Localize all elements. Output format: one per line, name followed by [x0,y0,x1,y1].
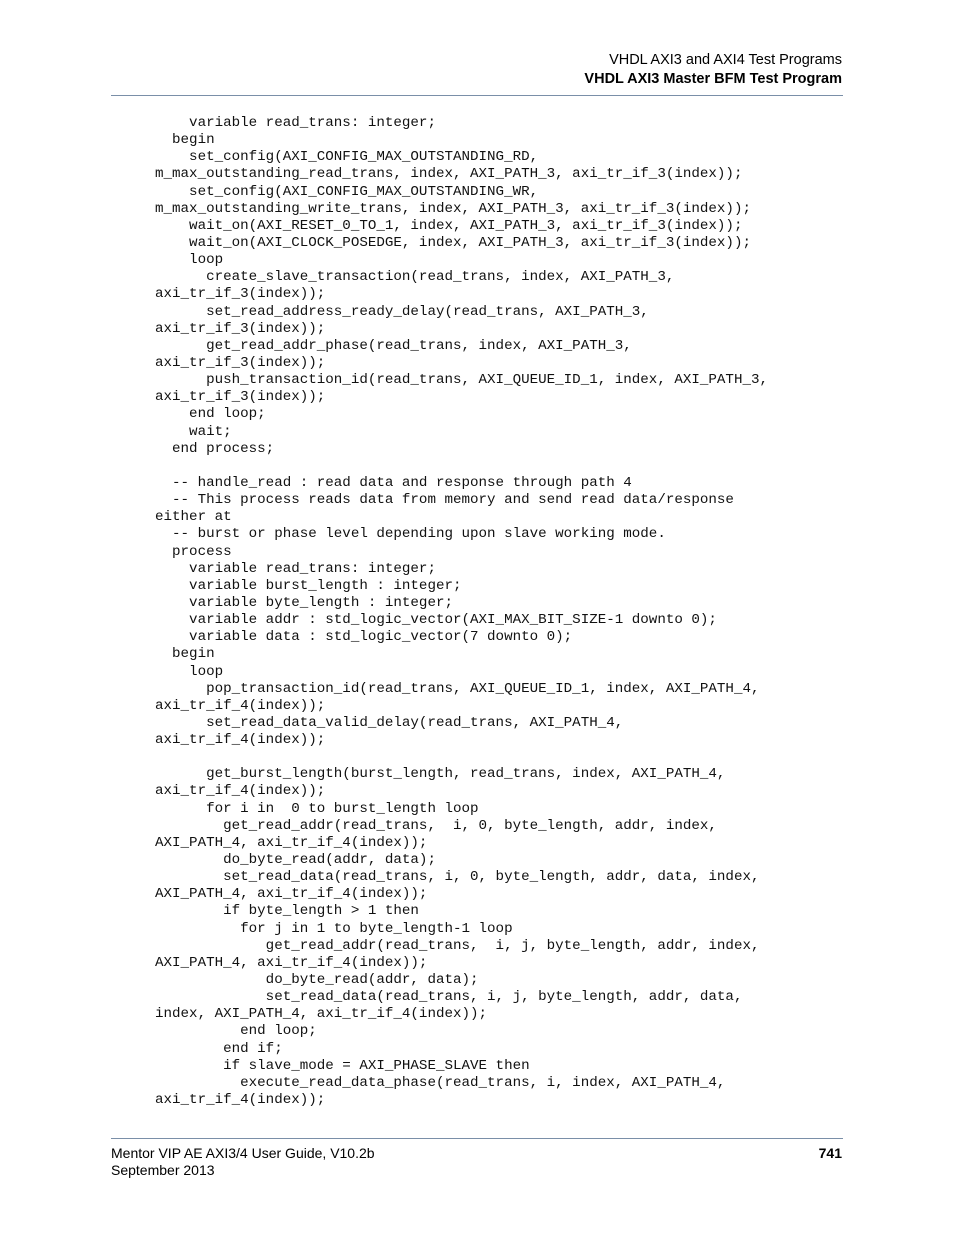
code-line: -- handle_read : read data and response through path 4 [155,474,632,491]
code-line: begin [155,646,215,663]
code-line: loop [155,663,224,680]
footer-guide-title: Mentor VIP AE AXI3/4 User Guide, V10.2b [111,1145,375,1161]
code-line: set_read_data(read_trans, i, j, byte_length, addr, data, [155,989,743,1006]
code-line: do_byte_read(addr, data); [155,972,479,989]
code-line: m_max_outstanding_write_trans, index, AXI_PATH_3, axi_tr_if_3(index)); [155,200,751,217]
code-line: variable read_trans: integer; [155,560,436,577]
code-line: -- This process reads data from memory and send read data/response [155,492,734,509]
code-line: end process; [155,440,275,457]
code-line: get_burst_length(burst_length, read_trans, index, AXI_PATH_4, [155,766,726,783]
code-line: -- burst or phase level depending upon slave working mode. [155,526,666,543]
code-line: loop [155,252,224,269]
code-line: push_transaction_id(read_trans, AXI_QUEUE_ID_1, index, AXI_PATH_3, [155,372,768,389]
code-line: axi_tr_if_4(index)); [155,732,326,749]
code-line: axi_tr_if_4(index)); [155,783,326,800]
code-line: axi_tr_if_3(index)); [155,389,326,406]
page-number: 741 [818,1145,842,1161]
code-line: axi_tr_if_3(index)); [155,286,326,303]
code-line: pop_transaction_id(read_trans, AXI_QUEUE_ID_1, index, AXI_PATH_4, [155,680,760,697]
code-line [155,749,768,766]
code-line: wait; [155,423,232,440]
code-line: if slave_mode = AXI_PHASE_SLAVE then [155,1057,530,1074]
code-line: set_config(AXI_CONFIG_MAX_OUTSTANDING_WR, [155,183,539,200]
code-line: either at [155,509,232,526]
footer-date: September 2013 [111,1162,215,1178]
code-line: process [155,543,232,560]
code-listing [155,115,768,1109]
code-line: do_byte_read(addr, data); [155,852,436,869]
code-line: begin [155,132,215,149]
code-line: index, AXI_PATH_4, axi_tr_if_4(index)); [155,1006,488,1023]
code-line: wait_on(AXI_RESET_0_TO_1, index, AXI_PATH_3, axi_tr_if_3(index)); [155,217,743,234]
code-line: variable burst_length : integer; [155,577,462,594]
footer-divider [111,1138,843,1139]
code-line: for i in 0 to burst_length loop [155,800,479,817]
code-line: create_slave_transaction(read_trans, index, AXI_PATH_3, [155,269,675,286]
code-line: end loop; [155,1023,317,1040]
code-line: axi_tr_if_3(index)); [155,320,326,337]
header-chapter-title: VHDL AXI3 Master BFM Test Program [584,71,842,87]
header-section-title: VHDL AXI3 and AXI4 Test Programs [609,52,842,68]
code-line: axi_tr_if_3(index)); [155,354,326,371]
code-line: AXI_PATH_4, axi_tr_if_4(index)); [155,834,428,851]
page-footer [111,1145,375,1179]
code-line: get_read_addr(read_trans, i, j, byte_length, addr, index, [155,937,760,954]
code-line [155,458,768,475]
code-line: axi_tr_if_4(index)); [155,697,326,714]
code-line: for j in 1 to byte_length-1 loop [155,920,513,937]
header-divider [111,95,843,96]
code-line: if byte_length > 1 then [155,903,419,920]
code-line: get_read_addr(read_trans, i, 0, byte_length, addr, index, [155,817,717,834]
code-line: AXI_PATH_4, axi_tr_if_4(index)); [155,954,428,971]
code-line: get_read_addr_phase(read_trans, index, AXI_PATH_3, [155,337,632,354]
code-line: set_read_address_ready_delay(read_trans, AXI_PATH_3, [155,303,649,320]
code-line: set_config(AXI_CONFIG_MAX_OUTSTANDING_RD, [155,149,539,166]
code-line: end loop; [155,406,266,423]
code-line: m_max_outstanding_read_trans, index, AXI_PATH_3, axi_tr_if_3(index)); [155,166,743,183]
code-line: variable addr : std_logic_vector(AXI_MAX_BIT_SIZE-1 downto 0); [155,612,717,629]
code-line: set_read_data_valid_delay(read_trans, AXI_PATH_4, [155,714,624,731]
code-line: wait_on(AXI_CLOCK_POSEDGE, index, AXI_PATH_3, axi_tr_if_3(index)); [155,234,751,251]
page-header [584,51,842,89]
code-line: variable data : std_logic_vector(7 downto 0); [155,629,573,646]
code-line: axi_tr_if_4(index)); [155,1092,326,1109]
code-line: end if; [155,1040,283,1057]
code-line: execute_read_data_phase(read_trans, i, index, AXI_PATH_4, [155,1074,726,1091]
code-line: variable read_trans: integer; [155,115,436,131]
code-line: set_read_data(read_trans, i, 0, byte_length, addr, data, index, [155,869,760,886]
code-line: AXI_PATH_4, axi_tr_if_4(index)); [155,886,428,903]
code-line: variable byte_length : integer; [155,594,453,611]
